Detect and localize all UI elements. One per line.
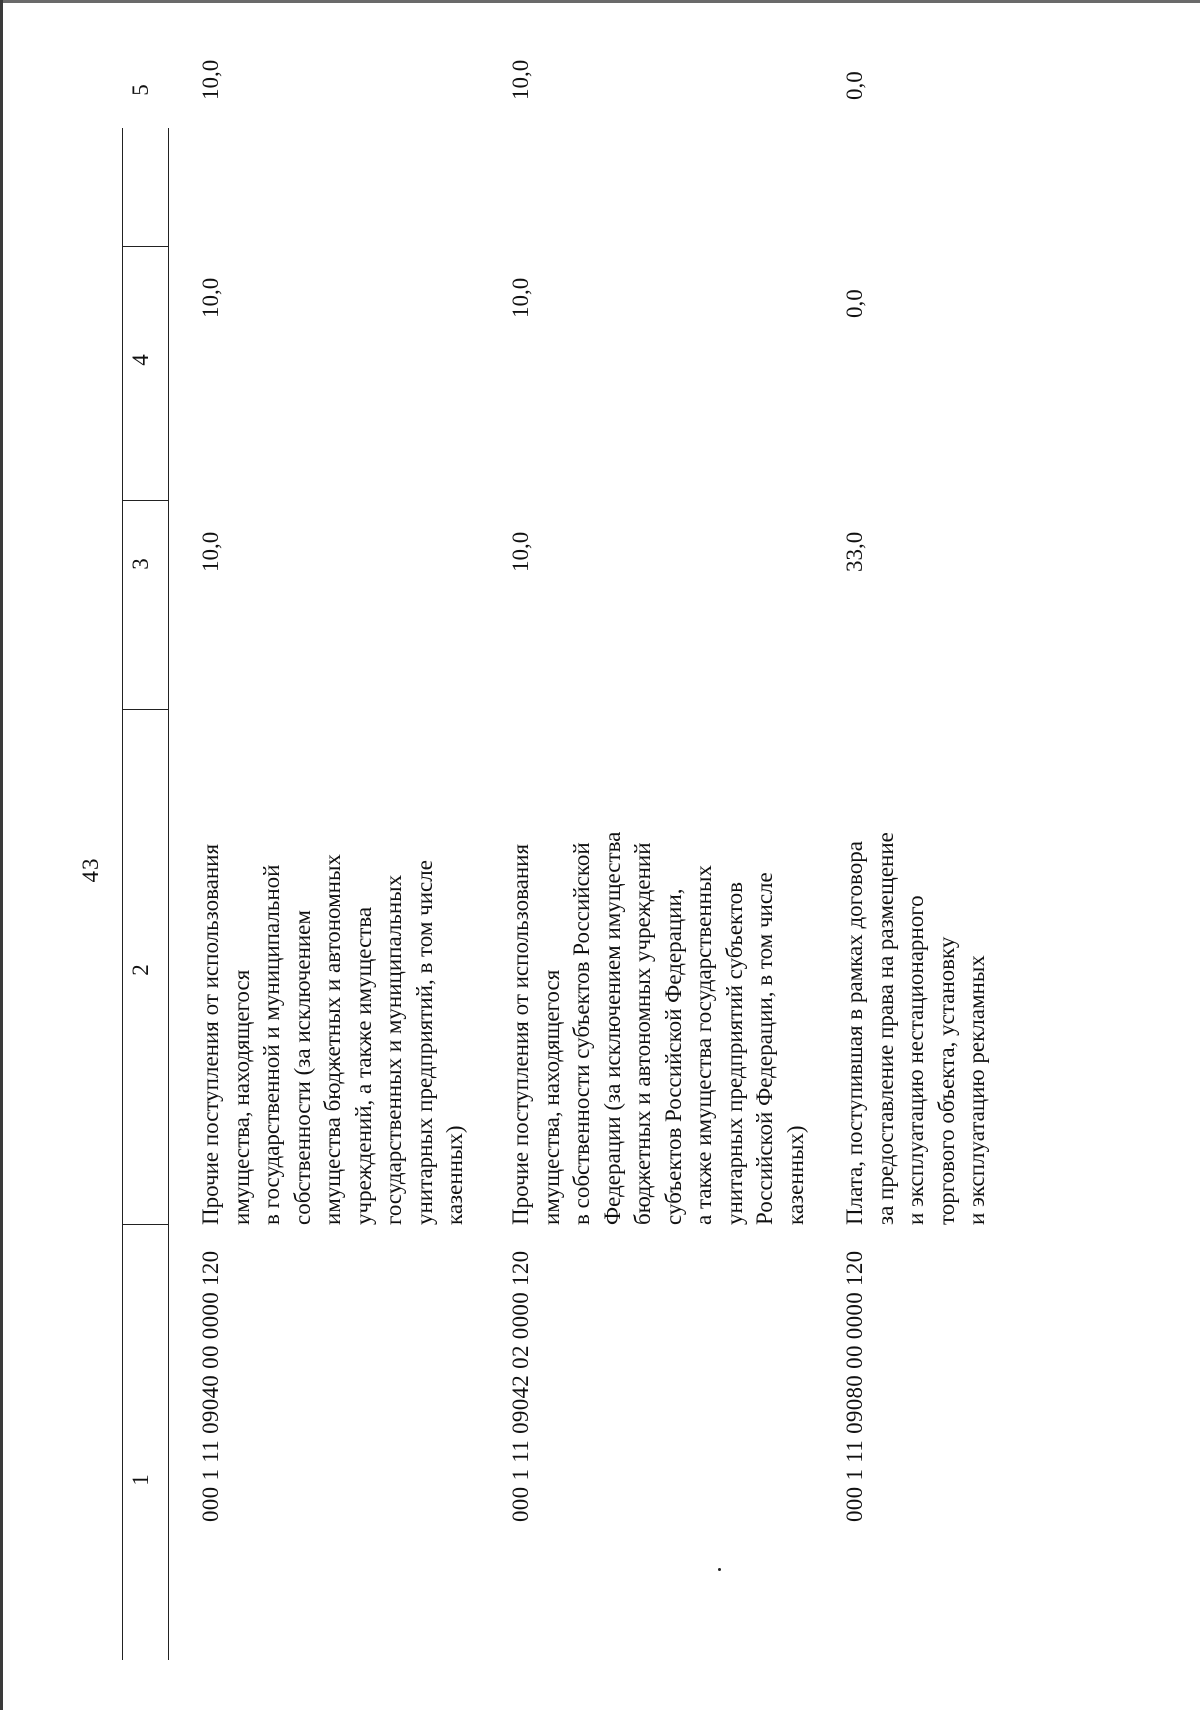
header-col-4: 4	[128, 354, 153, 366]
header-col-1: 1	[128, 1474, 153, 1486]
table-row-2-col5: 10,0	[508, 59, 533, 100]
table-row-1-col3: 10,0	[198, 531, 223, 572]
table-row-1-col5: 10,0	[198, 59, 223, 100]
table-row-1-col4: 10,0	[198, 277, 223, 318]
table-row-2-col3: 10,0	[508, 531, 533, 572]
table-row-3-code: 000 1 11 09080 00 0000 120	[842, 1250, 867, 1522]
column-divider-2	[122, 709, 168, 710]
header-col-3: 3	[128, 558, 153, 570]
column-divider-3	[122, 500, 168, 501]
header-col-2: 2	[128, 964, 153, 976]
header-col-5: 5	[128, 84, 153, 96]
column-divider-1	[122, 1224, 168, 1225]
column-divider-4	[122, 246, 168, 247]
table-row-3-col3: 33,0	[842, 531, 867, 572]
page-number: 43	[78, 857, 103, 883]
table-row-2-description: Прочие поступления от использования имущества, находящегося в собственности субъектов Российской Федерации (за исключением имущества бюджетных и автономных учреждений субъектов Российской Федерации, а также имущества государственных унитарных предприятий субъектов Российской Федерации, в том числе казенных)	[508, 831, 808, 1225]
table-row-3-col4: 0,0	[842, 289, 867, 318]
table-row-1-description: Прочие поступления от использования имущества, находящегося в государственной и муниципальной собственности (за исключением имущества бюджетных и автономных учреждений, а также имущества государственных и муниципальных унитарных предприятий, в том числе казенных)	[198, 843, 467, 1225]
table-top-border	[122, 128, 123, 1660]
table-row-1-code: 000 1 11 09040 00 0000 120	[198, 1250, 223, 1522]
table-row-3-col5: 0,0	[842, 71, 867, 100]
table-row-2-col4: 10,0	[508, 277, 533, 318]
table-row-3-description: Плата, поступившая в рамках договора за предоставление права на размещение и эксплуатацию нестационарного торгового объекта, установку и эксплуатацию рекламных	[842, 832, 989, 1225]
header-bottom-border	[168, 128, 169, 1660]
table-row-2-code: 000 1 11 09042 02 0000 120	[508, 1250, 533, 1522]
